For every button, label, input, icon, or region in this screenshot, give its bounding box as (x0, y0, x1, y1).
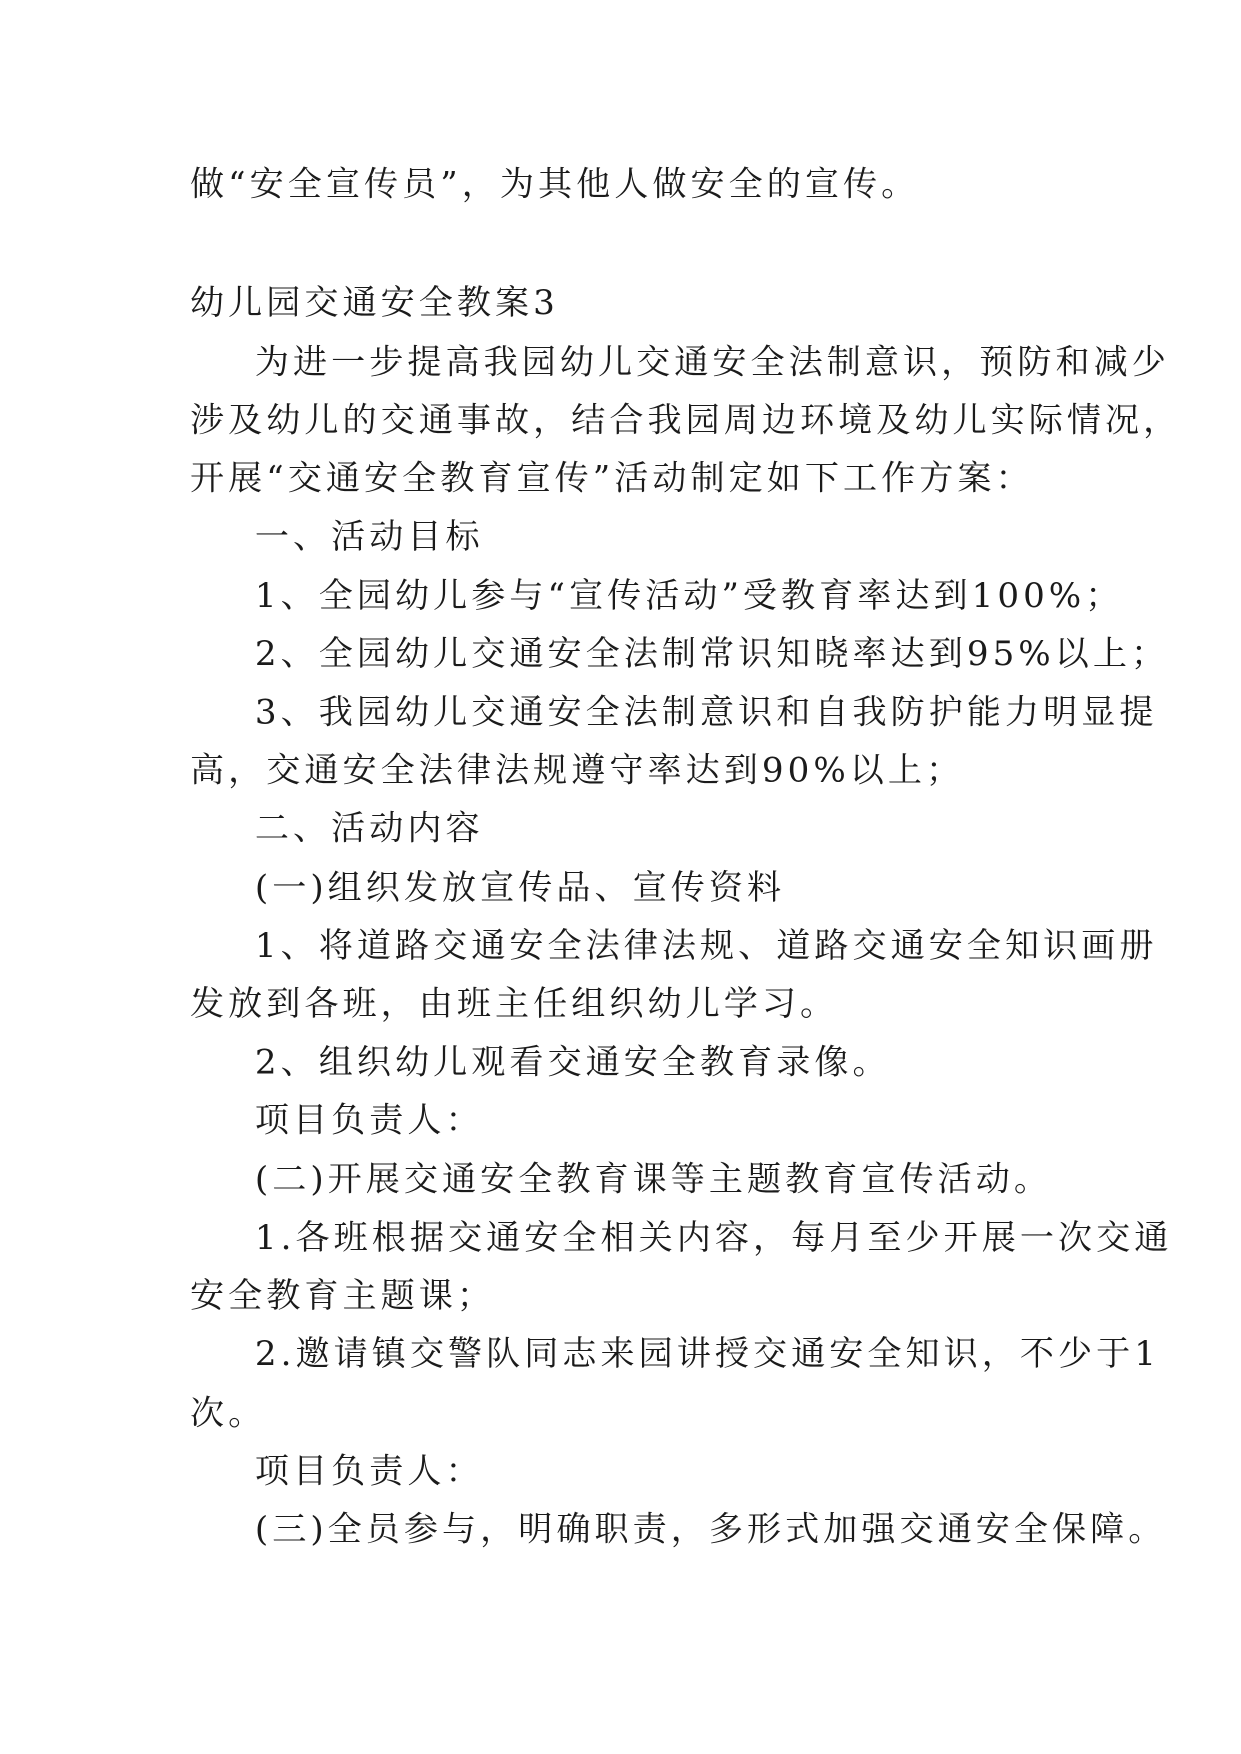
subheading-goals: 一、活动目标 (254, 517, 484, 557)
sub-subheading: (三)全员参与，明确职责，多形式加强交通安全保障。 (254, 1510, 1167, 1550)
section-heading: 幼儿园交通安全教案3 (190, 283, 559, 324)
list-item: 1、全园幼儿参与“宣传活动”受教育率达到100%； (254, 576, 1124, 617)
paragraph-line: 开展“交通安全教育宣传”活动制定如下工作方案： (190, 459, 1034, 499)
paragraph-line: 为进一步提高我园幼儿交通安全法制意识，预防和减少 (254, 343, 1170, 383)
list-item-continuation: 安全教育主题课； (190, 1276, 496, 1316)
list-item: 2、组织幼儿观看交通安全教育录像。 (254, 1043, 891, 1083)
text-line-intro-end: 做“安全宣传员”，为其他人做安全的宣传。 (190, 165, 920, 205)
list-item: 1.各班根据交通安全相关内容，每月至少开展一次交通 (254, 1218, 1173, 1258)
responsible-person-line: 项目负责人： (254, 1101, 484, 1141)
list-item: 3、我园幼儿交通安全法制意识和自我防护能力明显提 (254, 693, 1158, 733)
list-item: 1、将道路交通安全法律法规、道路交通安全知识画册 (254, 926, 1158, 966)
sub-subheading: (二)开展交通安全教育课等主题教育宣传活动。 (254, 1160, 1053, 1200)
list-item: 2、全园幼儿交通安全法制常识知晓率达到95%以上； (254, 635, 1170, 675)
list-item-continuation: 发放到各班，由班主任组织幼儿学习。 (190, 984, 839, 1025)
list-item: 2.邀请镇交警队同志来园讲授交通安全知识，不少于1 (254, 1334, 1160, 1375)
list-item-continuation: 高，交通安全法律法规遵守率达到90%以上； (190, 751, 965, 791)
sub-subheading: (一)组织发放宣传品、宣传资料 (254, 868, 786, 908)
responsible-person-line: 项目负责人： (254, 1452, 484, 1492)
list-item-continuation: 次。 (190, 1394, 267, 1434)
subheading-content: 二、活动内容 (254, 809, 484, 849)
paragraph-line: 涉及幼儿的交通事故，结合我园周边环境及幼儿实际情况， (190, 401, 1182, 441)
